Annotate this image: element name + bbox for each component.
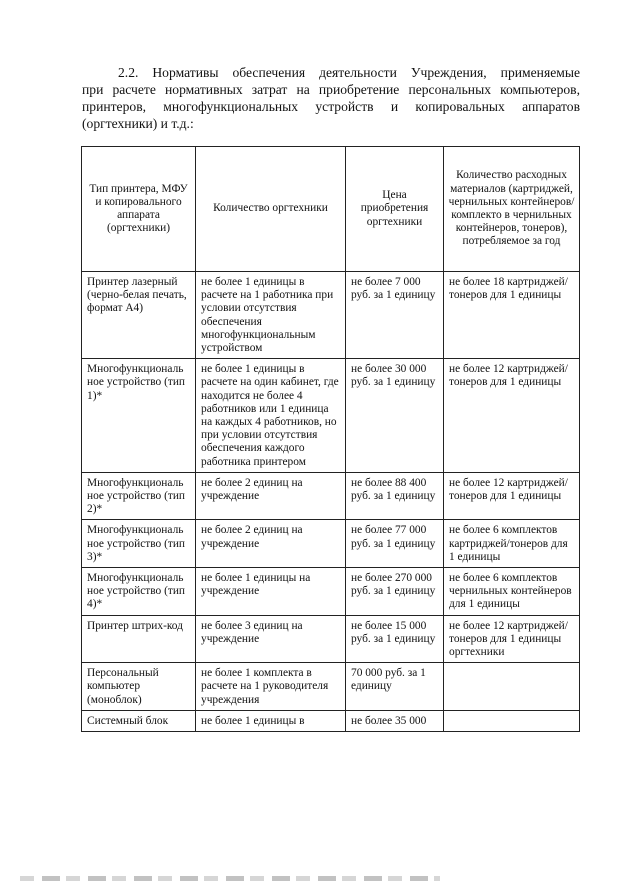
cell-quantity: не более 2 единиц на учреждение bbox=[196, 472, 346, 520]
cell-consumables: не более 18 картриджей/тонеров для 1 единицы bbox=[444, 272, 580, 359]
cell-price: 70 000 руб. за 1 единицу bbox=[346, 663, 444, 711]
cell-type: Принтер лазерный (черно-белая печать, формат А4) bbox=[82, 272, 196, 359]
cell-type: Многофункциональ ное устройство (тип 4)* bbox=[82, 568, 196, 616]
intro-line: при расчете нормативных затрат на приобретение персональных компьютеров, bbox=[82, 82, 580, 97]
table-row bbox=[82, 615, 580, 663]
intro-line: 2.2. Нормативы обеспечения деятельности Учреждения, применяемые bbox=[118, 65, 580, 80]
cell-consumables: не более 12 картриджей/тонеров для 1 единицы bbox=[444, 359, 580, 473]
table-row bbox=[82, 359, 580, 473]
cell-consumables bbox=[444, 663, 580, 711]
cell-quantity: не более 1 комплекта в расчете на 1 руководителя учреждения bbox=[196, 663, 346, 711]
intro-line: (оргтехники) и т.д.: bbox=[82, 116, 194, 131]
cell-price: не более 270 000 руб. за 1 единицу bbox=[346, 568, 444, 616]
cell-type: Многофункциональ ное устройство (тип 2)* bbox=[82, 472, 196, 520]
cell-type: Многофункциональ ное устройство (тип 3)* bbox=[82, 520, 196, 568]
cell-consumables: не более 6 комплектов картриджей/тонеров для 1 единицы bbox=[444, 520, 580, 568]
cell-type: Системный блок bbox=[82, 710, 196, 731]
table-row bbox=[82, 568, 580, 616]
table-row bbox=[82, 710, 580, 731]
scan-artifact bbox=[20, 876, 440, 881]
cell-consumables: не более 12 картриджей/тонеров для 1 единицы bbox=[444, 472, 580, 520]
cell-price: не более 88 400 руб. за 1 единицу bbox=[346, 472, 444, 520]
cell-consumables bbox=[444, 710, 580, 731]
cell-quantity: не более 3 единиц на учреждение bbox=[196, 615, 346, 663]
cell-type: Персональный компьютер (моноблок) bbox=[82, 663, 196, 711]
table-row bbox=[82, 520, 580, 568]
table-row bbox=[82, 272, 580, 359]
cell-consumables: не более 6 комплектов чернильных контейнеров для 1 единицы bbox=[444, 568, 580, 616]
cell-quantity: не более 1 единицы в расчете на 1 работника при условии отсутствия обеспечения многофункциональным устройством bbox=[196, 272, 346, 359]
cell-price: не более 15 000 руб. за 1 единицу bbox=[346, 615, 444, 663]
intro-line: принтеров, многофункциональных устройств и копировальных аппаратов bbox=[82, 99, 580, 114]
header-cell-quantity: Количество оргтехники bbox=[196, 147, 346, 272]
cell-quantity: не более 1 единицы в расчете на один кабинет, где находится не более 4 работников или 1 единица на каждых 4 работников, но при условии отсутствия обеспечения каждого работника принтером bbox=[196, 359, 346, 473]
cell-price: не более 7 000 руб. за 1 единицу bbox=[346, 272, 444, 359]
header-cell-type: Тип принтера, МФУ и копировального аппарата (оргтехники) bbox=[82, 147, 196, 272]
cell-price: не более 35 000 bbox=[346, 710, 444, 731]
cell-quantity: не более 1 единицы на учреждение bbox=[196, 568, 346, 616]
header-cell-price: Цена приобретения оргтехники bbox=[346, 147, 444, 272]
cell-price: не более 30 000 руб. за 1 единицу bbox=[346, 359, 444, 473]
table-header-row bbox=[82, 147, 580, 272]
cell-type: Принтер штрих-код bbox=[82, 615, 196, 663]
cell-quantity: не более 2 единиц на учреждение bbox=[196, 520, 346, 568]
table-row bbox=[82, 472, 580, 520]
cell-consumables: не более 12 картриджей/тонеров для 1 единицы оргтехники bbox=[444, 615, 580, 663]
header-cell-consumables: Количество расходных материалов (картриджей, чернильных контейнеров/комплекто в чернильных контейнеров, тонеров), потребляемое за год bbox=[444, 147, 580, 272]
intro-paragraph bbox=[82, 64, 580, 132]
table-row bbox=[82, 663, 580, 711]
equipment-norms-table bbox=[81, 146, 580, 732]
cell-price: не более 77 000 руб. за 1 единицу bbox=[346, 520, 444, 568]
cell-quantity: не более 1 единицы в bbox=[196, 710, 346, 731]
cell-type: Многофункциональ ное устройство (тип 1)* bbox=[82, 359, 196, 473]
